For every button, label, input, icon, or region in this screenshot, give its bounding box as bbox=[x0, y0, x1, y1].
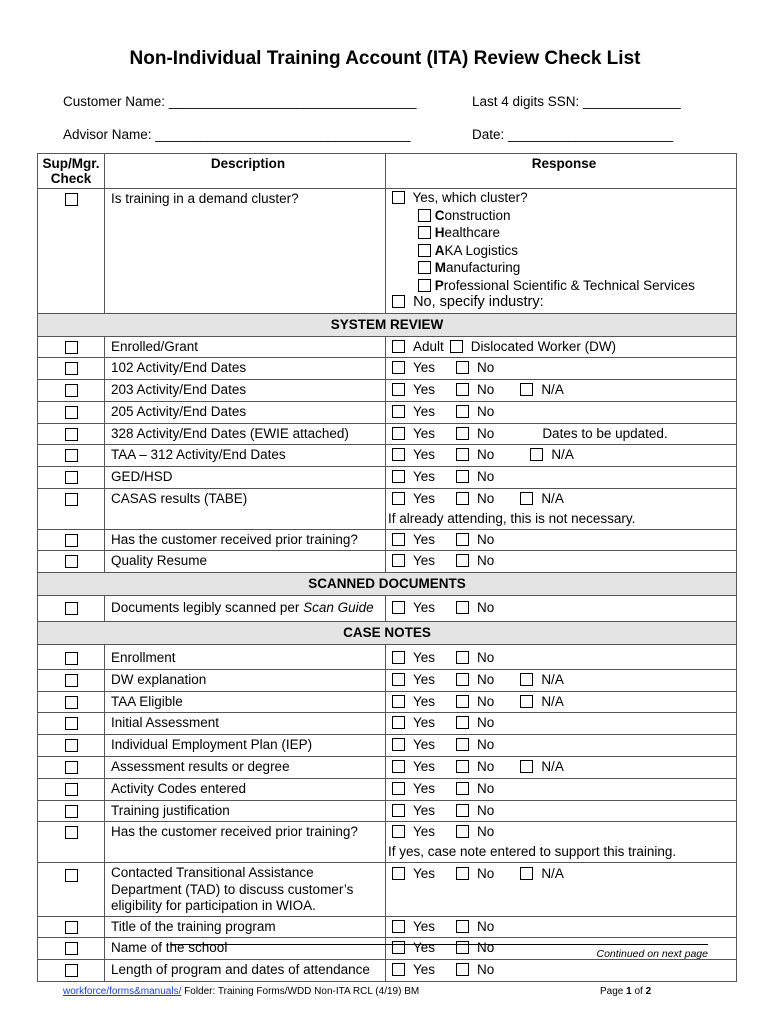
table-row bbox=[38, 401, 737, 423]
table-row bbox=[38, 691, 737, 713]
sup-check-checkbox[interactable] bbox=[65, 652, 78, 665]
table-row bbox=[38, 380, 737, 402]
no-checkbox[interactable] bbox=[456, 825, 469, 838]
no-label: No bbox=[477, 491, 495, 507]
sup-check-checkbox[interactable] bbox=[65, 739, 78, 752]
row-description: Title of the training program bbox=[105, 916, 386, 938]
row-description: Activity Codes entered bbox=[105, 778, 386, 800]
check-label: Check bbox=[50, 171, 92, 186]
table-row bbox=[38, 916, 737, 938]
prior-training-note: If yes, case note entered to support this training. bbox=[388, 844, 677, 860]
table-row bbox=[38, 800, 737, 822]
no-checkbox[interactable] bbox=[456, 361, 469, 374]
page-of: of bbox=[631, 986, 646, 997]
sup-check-checkbox[interactable] bbox=[65, 805, 78, 818]
no-checkbox[interactable] bbox=[456, 554, 469, 567]
row-description: Name of the school bbox=[105, 938, 386, 960]
cluster-label: ealthcare bbox=[444, 225, 501, 240]
table-row bbox=[38, 529, 737, 551]
sup-check-checkbox[interactable] bbox=[65, 717, 78, 730]
yes-checkbox[interactable] bbox=[392, 427, 405, 440]
na-label: N/A bbox=[541, 671, 564, 687]
cluster-initial: P bbox=[434, 277, 444, 293]
sup-check-checkbox[interactable] bbox=[65, 493, 78, 506]
no-label: No bbox=[477, 671, 495, 687]
yes-label: Yes bbox=[413, 360, 436, 376]
row-description: Is training in a demand cluster? bbox=[105, 189, 386, 314]
table-row bbox=[38, 960, 737, 982]
table-row bbox=[38, 336, 737, 358]
cluster-initial: A bbox=[434, 242, 445, 258]
yes-checkbox[interactable] bbox=[392, 867, 405, 880]
professional-services-checkbox[interactable] bbox=[418, 279, 431, 292]
sup-check-checkbox[interactable] bbox=[65, 674, 78, 687]
table-row bbox=[38, 669, 737, 691]
sup-check-checkbox[interactable] bbox=[65, 384, 78, 397]
yes-checkbox[interactable] bbox=[392, 920, 405, 933]
row-description: GED/HSD bbox=[105, 467, 386, 489]
page-number bbox=[600, 986, 651, 997]
row-description: Contacted Transitional Assistance Department (TAD) to discuss customer’s eligibility for participation in WIOA. bbox=[105, 863, 386, 917]
sup-check-checkbox[interactable] bbox=[65, 341, 78, 354]
no-label: No bbox=[477, 693, 495, 709]
no-checkbox[interactable] bbox=[456, 533, 469, 546]
section-scanned-documents bbox=[38, 573, 737, 596]
na-label: N/A bbox=[541, 866, 564, 882]
page-title: Non-Individual Training Account (ITA) Review Check List bbox=[129, 48, 641, 69]
row-description: Has the customer received prior training? bbox=[105, 822, 386, 863]
yes-checkbox[interactable] bbox=[392, 448, 405, 461]
yes-checkbox[interactable] bbox=[392, 651, 405, 664]
table-row bbox=[38, 467, 737, 489]
sup-check-checkbox[interactable] bbox=[65, 761, 78, 774]
yes-checkbox[interactable] bbox=[392, 191, 405, 204]
table-row bbox=[38, 822, 737, 863]
yes-label: Yes bbox=[413, 382, 436, 398]
na-label: N/A bbox=[541, 491, 564, 507]
healthcare-checkbox[interactable] bbox=[418, 226, 431, 239]
yes-label: Yes bbox=[413, 759, 436, 775]
yes-checkbox[interactable] bbox=[392, 533, 405, 546]
table-row bbox=[38, 489, 737, 530]
cluster-label: anufacturing bbox=[446, 260, 521, 275]
table-row bbox=[38, 445, 737, 467]
na-label: N/A bbox=[541, 382, 564, 398]
yes-label: Yes bbox=[413, 802, 436, 818]
no-checkbox[interactable] bbox=[456, 804, 469, 817]
checklist-table bbox=[37, 153, 737, 982]
yes-label: Yes bbox=[413, 940, 436, 956]
row-description: Initial Assessment bbox=[105, 713, 386, 735]
no-checkbox[interactable] bbox=[456, 470, 469, 483]
no-label: No bbox=[477, 940, 495, 956]
no-checkbox[interactable] bbox=[392, 295, 405, 308]
yes-label: Yes bbox=[413, 671, 436, 687]
response-header: Response bbox=[386, 154, 737, 189]
row-description: CASAS results (TABE) bbox=[105, 489, 386, 530]
yes-label: Yes bbox=[413, 553, 436, 569]
no-checkbox[interactable] bbox=[456, 782, 469, 795]
date-field[interactable]: Date: ______________________ bbox=[472, 127, 674, 142]
na-label: N/A bbox=[541, 759, 564, 775]
row-description: Quality Resume bbox=[105, 551, 386, 573]
sup-check-checkbox[interactable] bbox=[65, 534, 78, 547]
no-checkbox[interactable] bbox=[456, 427, 469, 440]
row-description: TAA Eligible bbox=[105, 691, 386, 713]
sup-check-checkbox[interactable] bbox=[65, 602, 78, 615]
no-checkbox[interactable] bbox=[456, 601, 469, 614]
cluster-label: KA Logistics bbox=[444, 242, 519, 258]
sup-check-checkbox[interactable] bbox=[65, 826, 78, 839]
no-label: No bbox=[477, 553, 495, 569]
cluster-initial: H bbox=[434, 225, 445, 240]
table-row bbox=[38, 596, 737, 622]
yes-label: Yes bbox=[413, 650, 436, 666]
cluster-initial: M bbox=[434, 260, 447, 275]
yes-label: Yes bbox=[413, 918, 436, 934]
sup-check-checkbox[interactable] bbox=[65, 921, 78, 934]
yes-label: Yes bbox=[413, 531, 436, 547]
continued-note: Continued on next page bbox=[596, 948, 708, 960]
row-description: Enrolled/Grant bbox=[105, 336, 386, 358]
footer-folder-text: Folder: Training Forms/WDD Non-ITA RCL (4/19) BM bbox=[181, 986, 420, 997]
footer-divider bbox=[170, 944, 708, 945]
yes-checkbox[interactable] bbox=[392, 716, 405, 729]
sup-check-checkbox[interactable] bbox=[65, 555, 78, 568]
row-description: Length of program and dates of attendance bbox=[105, 960, 386, 982]
no-label: No bbox=[477, 531, 495, 547]
page-prefix: Page bbox=[600, 986, 627, 997]
no-label: No bbox=[477, 715, 495, 731]
row-description: Assessment results or degree bbox=[105, 757, 386, 779]
sup-mgr-header bbox=[38, 154, 105, 189]
cluster-initial: C bbox=[434, 207, 445, 223]
yes-checkbox[interactable] bbox=[392, 738, 405, 751]
no-label: No bbox=[477, 802, 495, 818]
yes-checkbox[interactable] bbox=[392, 695, 405, 708]
row-description: TAA – 312 Activity/End Dates bbox=[105, 445, 386, 467]
no-label: No bbox=[477, 918, 495, 934]
na-checkbox[interactable] bbox=[520, 867, 533, 880]
sup-check-checkbox[interactable] bbox=[65, 869, 78, 882]
yes-label: Yes bbox=[413, 469, 436, 485]
no-checkbox[interactable] bbox=[456, 673, 469, 686]
no-checkbox[interactable] bbox=[456, 920, 469, 933]
no-label: No bbox=[477, 737, 495, 753]
yes-label: Yes bbox=[413, 715, 436, 731]
section-case-notes bbox=[38, 622, 737, 645]
construction-checkbox[interactable] bbox=[418, 209, 431, 222]
na-checkbox[interactable] bbox=[520, 383, 533, 396]
footer-path bbox=[63, 986, 419, 997]
table-row bbox=[38, 735, 737, 757]
row-description: 102 Activity/End Dates bbox=[105, 358, 386, 380]
cluster-label: onstruction bbox=[444, 207, 511, 223]
sup-check-checkbox[interactable] bbox=[65, 428, 78, 441]
no-checkbox[interactable] bbox=[456, 651, 469, 664]
sup-check-checkbox[interactable] bbox=[65, 942, 78, 955]
no-label: No bbox=[477, 759, 495, 775]
yes-checkbox[interactable] bbox=[392, 405, 405, 418]
no-label: No bbox=[477, 382, 495, 398]
adult-label: Adult bbox=[413, 338, 444, 354]
aka-logistics-checkbox[interactable] bbox=[418, 244, 431, 257]
no-label: No bbox=[477, 866, 495, 882]
row-description: DW explanation bbox=[105, 669, 386, 691]
advisor-name-field[interactable]: Advisor Name: __________________________________ bbox=[63, 127, 411, 142]
no-checkbox[interactable] bbox=[456, 738, 469, 751]
sup-check-checkbox[interactable] bbox=[65, 406, 78, 419]
no-checkbox[interactable] bbox=[456, 383, 469, 396]
no-checkbox[interactable] bbox=[456, 867, 469, 880]
no-checkbox[interactable] bbox=[456, 963, 469, 976]
na-checkbox[interactable] bbox=[530, 448, 543, 461]
section-title: SCANNED DOCUMENTS bbox=[38, 573, 737, 596]
no-label: No bbox=[477, 403, 495, 419]
description-header: Description bbox=[105, 154, 386, 189]
dates-update-note: Dates to be updated. bbox=[542, 425, 668, 441]
yes-label: Yes bbox=[413, 737, 436, 753]
customer-name-field[interactable]: Customer Name: _________________________________ bbox=[63, 94, 417, 109]
table-row bbox=[38, 551, 737, 573]
no-label: No bbox=[477, 824, 495, 840]
yes-label: Yes bbox=[413, 866, 436, 882]
yes-checkbox[interactable] bbox=[392, 782, 405, 795]
no-checkbox[interactable] bbox=[456, 695, 469, 708]
yes-checkbox[interactable] bbox=[392, 383, 405, 396]
no-checkbox[interactable] bbox=[456, 448, 469, 461]
page-total: 2 bbox=[645, 986, 652, 997]
yes-cluster-label: Yes, which cluster? bbox=[412, 190, 528, 205]
manufacturing-checkbox[interactable] bbox=[418, 261, 431, 274]
na-checkbox[interactable] bbox=[520, 695, 533, 708]
sup-check-checkbox[interactable] bbox=[65, 783, 78, 796]
docs-label: Documents legibly scanned per bbox=[111, 600, 304, 616]
no-label: No bbox=[477, 962, 495, 978]
yes-checkbox[interactable] bbox=[392, 963, 405, 976]
no-label: No bbox=[477, 447, 495, 463]
sup-check-checkbox[interactable] bbox=[65, 449, 78, 462]
forms-manuals-link[interactable]: workforce/forms&manuals/ bbox=[63, 986, 182, 997]
no-label: No bbox=[477, 650, 495, 666]
no-label: No bbox=[477, 600, 495, 616]
na-checkbox[interactable] bbox=[520, 760, 533, 773]
row-description: 203 Activity/End Dates bbox=[105, 380, 386, 402]
yes-checkbox[interactable] bbox=[392, 554, 405, 567]
row-description: Individual Employment Plan (IEP) bbox=[105, 735, 386, 757]
sup-check-checkbox[interactable] bbox=[65, 193, 78, 206]
no-label: No bbox=[477, 469, 495, 485]
table-row bbox=[38, 645, 737, 670]
row-description: 205 Activity/End Dates bbox=[105, 401, 386, 423]
yes-label: Yes bbox=[413, 447, 436, 463]
no-checkbox[interactable] bbox=[456, 405, 469, 418]
na-label: N/A bbox=[551, 447, 574, 463]
page-current: 1 bbox=[626, 986, 632, 997]
yes-label: Yes bbox=[413, 600, 436, 616]
dw-checkbox[interactable] bbox=[450, 340, 463, 353]
yes-label: Yes bbox=[413, 693, 436, 709]
table-row bbox=[38, 863, 737, 917]
na-label: N/A bbox=[541, 693, 564, 709]
yes-checkbox[interactable] bbox=[392, 492, 405, 505]
yes-checkbox[interactable] bbox=[392, 825, 405, 838]
no-label: No bbox=[477, 360, 495, 376]
na-checkbox[interactable] bbox=[520, 492, 533, 505]
section-title: SYSTEM REVIEW bbox=[38, 313, 737, 336]
dw-label: Dislocated Worker (DW) bbox=[470, 338, 617, 354]
yes-label: Yes bbox=[413, 425, 436, 441]
yes-label: Yes bbox=[413, 780, 436, 796]
yes-checkbox[interactable] bbox=[392, 470, 405, 483]
no-checkbox[interactable] bbox=[456, 760, 469, 773]
cluster-label: rofessional Scientific & Technical Services bbox=[443, 277, 695, 293]
yes-label: Yes bbox=[413, 824, 436, 840]
yes-label: Yes bbox=[413, 403, 436, 419]
no-checkbox[interactable] bbox=[456, 716, 469, 729]
yes-checkbox[interactable] bbox=[392, 601, 405, 614]
sup-check-checkbox[interactable] bbox=[65, 362, 78, 375]
casas-note: If already attending, this is not necessary. bbox=[388, 510, 636, 526]
no-label: No bbox=[477, 780, 495, 796]
sup-check-checkbox[interactable] bbox=[65, 696, 78, 709]
row-description bbox=[105, 596, 386, 622]
row-description: Training justification bbox=[105, 800, 386, 822]
yes-label: Yes bbox=[413, 491, 436, 507]
section-title: CASE NOTES bbox=[38, 622, 737, 645]
table-header-row bbox=[38, 154, 737, 189]
table-row bbox=[38, 713, 737, 735]
yes-checkbox[interactable] bbox=[392, 804, 405, 817]
no-label: No bbox=[477, 425, 495, 441]
table-row bbox=[38, 189, 737, 314]
ssn-field[interactable]: Last 4 digits SSN: _____________ bbox=[472, 94, 681, 109]
row-description: Has the customer received prior training? bbox=[105, 529, 386, 551]
yes-label: Yes bbox=[413, 962, 436, 978]
no-checkbox[interactable] bbox=[456, 492, 469, 505]
sup-mgr-label: Sup/Mgr. bbox=[42, 156, 100, 171]
sup-check-checkbox[interactable] bbox=[65, 471, 78, 484]
row-description: 328 Activity/End Dates (EWIE attached) bbox=[105, 423, 386, 445]
section-system-review bbox=[38, 313, 737, 336]
table-row bbox=[38, 778, 737, 800]
table-row bbox=[38, 423, 737, 445]
yes-checkbox[interactable] bbox=[392, 673, 405, 686]
sup-check-checkbox[interactable] bbox=[65, 964, 78, 977]
yes-checkbox[interactable] bbox=[392, 361, 405, 374]
table-row bbox=[38, 757, 737, 779]
no-industry-label: No, specify industry: bbox=[413, 294, 544, 310]
adult-checkbox[interactable] bbox=[392, 340, 405, 353]
na-checkbox[interactable] bbox=[520, 673, 533, 686]
scan-guide-label: Scan Guide bbox=[303, 600, 374, 616]
table-row bbox=[38, 358, 737, 380]
yes-checkbox[interactable] bbox=[392, 760, 405, 773]
row-description: Enrollment bbox=[105, 645, 386, 670]
